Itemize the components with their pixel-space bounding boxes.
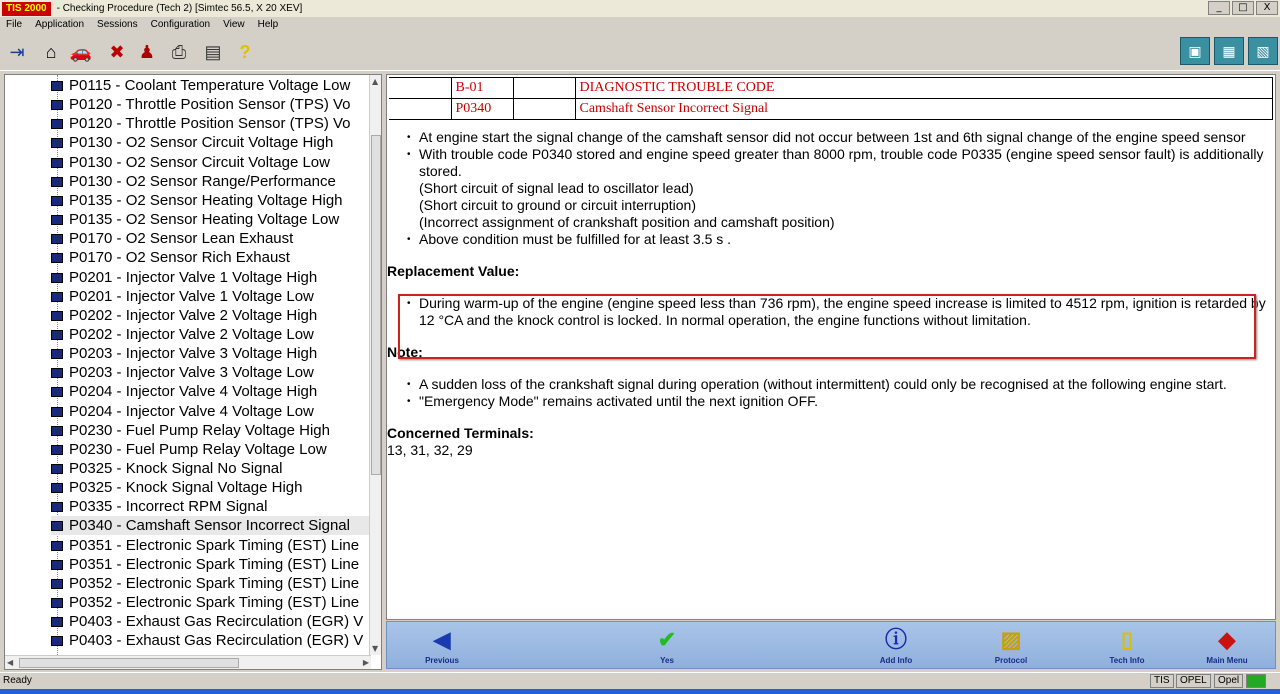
tree-horizontal-scrollbar[interactable] [5,655,371,669]
title-bar [0,0,1280,17]
document-icon [51,234,63,244]
document-icon [51,292,63,302]
tree-item[interactable] [51,574,369,593]
scroll-right-icon[interactable]: ▶ [362,658,369,667]
tree-item[interactable] [51,593,369,612]
tech-info-icon: ▯ [1120,627,1134,652]
tree-item[interactable] [51,382,369,401]
tech2-icon[interactable]: ▣ [1180,37,1210,65]
tree-item-label: P0204 - Injector Valve 4 Voltage High [69,383,318,401]
document-icon [51,541,63,551]
document-icon [51,426,63,436]
document-icon [51,215,63,225]
document-icon [51,311,63,321]
status-brand-2: Opel [1214,674,1243,688]
dtc-tree-panel [4,74,382,670]
tree-item[interactable] [51,402,369,421]
tree-item-label: P0230 - Fuel Pump Relay Voltage High [69,421,330,439]
tree-item[interactable] [51,497,369,516]
protocol-icon: ▨ [1000,627,1022,652]
taskbar [0,689,1280,694]
document-icon [51,119,63,129]
sub-line: (Short circuit to ground or circuit interruption) [419,197,696,213]
exit-icon[interactable]: ⇥ [9,41,25,62]
tree-item-label: P0204 - Injector Valve 4 Voltage Low [69,402,314,420]
tree-item[interactable] [51,210,369,229]
document-icon [51,560,63,570]
replacement-bullet: • During warm-up of the engine (engine speed less than 736 rpm), the engine speed increase is limited to 4512 rpm, ignition is retarded by 12 °CA and the knock control is locked. In normal operation, the engine functions without limitation. [387,295,1273,329]
menu-help[interactable]: Help [257,19,279,30]
window-title: - Checking Procedure (Tech 2) [Simtec 56.5, X 20 XEV] [56,3,303,14]
tree-item[interactable] [51,421,369,440]
scroll-up-icon[interactable]: ▲ [372,77,379,86]
stop-icon[interactable]: ✖ [109,41,125,62]
previous-label: Previous [425,656,459,665]
help-icon[interactable]: ? [239,41,251,62]
document-icon [51,330,63,340]
tree-item-label: P0340 - Camshaft Sensor Incorrect Signal [69,517,350,535]
note-title: Note: [387,344,423,360]
tree-item-label: P0170 - O2 Sensor Lean Exhaust [69,230,294,248]
condition-bullet: • With trouble code P0340 stored and engine speed greater than 8000 rpm, trouble code P0335 (engine speed sensor fault) is additionally stored. [387,146,1273,180]
document-icon [51,349,63,359]
main-menu-icon: ◆ [1218,627,1236,652]
document-icon [51,521,63,531]
info-icon: ⓘ [884,627,907,652]
document-icon [51,158,63,168]
terminals-title: Concerned Terminals: [387,425,534,441]
app-logo: TIS 2000 [2,2,51,16]
tree-item-label: P0201 - Injector Valve 1 Voltage Low [69,287,314,305]
tech-info-button[interactable] [1092,624,1162,668]
sub-line: (Incorrect assignment of crankshaft position and camshaft position) [419,214,835,230]
tree-item[interactable] [51,363,369,382]
tree-item-label: P0203 - Injector Valve 3 Voltage Low [69,364,314,382]
tree-item-label: P0335 - Incorrect RPM Signal [69,498,268,516]
tree-item-label: P0170 - O2 Sensor Rich Exhaust [69,249,290,267]
tree-item-label: P0230 - Fuel Pump Relay Voltage Low [69,440,327,458]
document-icon [51,579,63,589]
document-icon [51,273,63,283]
tree-item-label: P0120 - Throttle Position Sensor (TPS) Vo [69,115,351,133]
scroll-down-icon[interactable]: ▼ [372,644,379,653]
document-icon [51,464,63,474]
procedure-panel [386,74,1276,620]
terminals-value: 13, 31, 32, 29 [387,442,473,458]
protocol-label: Protocol [994,656,1028,665]
document-icon [51,368,63,378]
tree-item[interactable] [51,631,369,650]
sub-line: (Short circuit of signal lead to oscillator lead) [419,180,694,196]
tree-item[interactable] [51,95,369,114]
tree-item[interactable] [51,76,369,95]
tree-item-label: P0403 - Exhaust Gas Recirculation (EGR) V [69,632,364,650]
tree-item-label: P0135 - O2 Sensor Heating Voltage Low [69,211,340,229]
tree-item[interactable] [51,229,369,248]
service-icon[interactable]: ▧ [1248,37,1278,65]
home-icon[interactable]: ⌂ [45,41,57,62]
checkmark-icon: ✔ [657,627,677,652]
tree-item[interactable] [51,153,369,172]
document-icon [51,81,63,91]
tree-item[interactable] [51,555,369,574]
document-icon [51,253,63,263]
tree-item-label: P0202 - Injector Valve 2 Voltage High [69,306,318,324]
document-icon [51,502,63,512]
tree-item-label: P0120 - Throttle Position Sensor (TPS) Vo [69,96,351,114]
tree-vscroll-thumb[interactable] [371,135,381,475]
main-menu-button[interactable] [1192,624,1262,668]
document-icon [51,598,63,608]
dtc-title-cell: DIAGNOSTIC TROUBLE CODE [575,78,1273,99]
status-tis: TIS [1150,674,1174,688]
document-icon [51,617,63,627]
document-icon [51,445,63,455]
add-info-label: Add Info [879,656,913,665]
tree-item-label: P0130 - O2 Sensor Circuit Voltage High [69,134,334,152]
yes-label: Yes [660,656,674,665]
note-bullet: • "Emergency Mode" remains activated until the next ignition OFF. [387,393,1273,410]
menu-file[interactable]: File [6,19,23,30]
tree-item-label: P0351 - Electronic Spark Timing (EST) Line [69,536,360,554]
tree-item[interactable] [51,172,369,191]
menu-sessions[interactable]: Sessions [97,19,138,30]
document-icon [51,483,63,493]
tree-item[interactable] [51,478,369,497]
tree-vertical-scrollbar[interactable] [369,75,381,655]
minimize-button[interactable]: _ [1208,1,1230,15]
highlight-box [398,294,1256,359]
tree-item[interactable] [51,325,369,344]
tree-item[interactable] [51,536,369,555]
replacement-title: Replacement Value: [387,263,520,279]
dtc-code-cell: B-01 [451,78,513,99]
tree-item-label: P0325 - Knock Signal No Signal [69,460,283,477]
tree-item[interactable] [51,248,369,267]
document-icon [51,636,63,646]
dtc-tree [5,75,371,655]
tree-item-label: P0202 - Injector Valve 2 Voltage Low [69,325,314,343]
dtc-blank-cell [513,78,575,99]
person-icon[interactable]: ♟ [138,41,156,62]
previous-arrow-icon: ◀ [433,627,451,652]
tree-item-label: P0115 - Coolant Temperature Voltage Low [69,77,351,94]
dtc-blank-cell [513,99,575,120]
yes-button[interactable] [632,624,702,668]
connection-icon [1246,674,1266,688]
main-menu-label: Main Menu [1206,656,1248,665]
protocol-button[interactable] [976,624,1046,668]
tree-item[interactable] [51,268,369,287]
document-icon [51,387,63,397]
menu-application[interactable]: Application [35,19,85,30]
tree-item[interactable] [51,344,369,363]
menu-configuration[interactable]: Configuration [150,19,211,30]
tree-item[interactable] [51,459,369,478]
tech-info-label: Tech Info [1109,656,1145,665]
document-icon [51,177,63,187]
menu-view[interactable]: View [223,19,245,30]
menu-bar [0,17,1280,32]
table-row [389,99,1273,120]
printer-icon[interactable]: ⎙ [171,41,187,62]
tree-item-label: P0130 - O2 Sensor Circuit Voltage Low [69,153,330,171]
dtc-code-cell: P0340 [451,99,513,120]
vehicle-data-icon[interactable]: ▦ [1214,37,1244,65]
tree-item[interactable] [51,191,369,210]
tree-item-label: P0351 - Electronic Spark Timing (EST) Line [69,555,360,573]
document-icon [51,138,63,148]
dtc-header-table [389,77,1273,120]
status-brand: OPEL [1176,674,1211,688]
tree-item[interactable] [51,114,369,133]
condition-bullet: • Above condition must be fulfilled for at least 3.5 s . [387,231,1273,248]
tree-item[interactable] [51,440,369,459]
book-icon[interactable]: ▤ [204,41,222,62]
condition-bullet: • At engine start the signal change of the camshaft sensor did not occur between 1st and 6th signal change of the engine speed sensor [387,129,1273,146]
status-bar [0,672,1280,689]
tree-hscroll-thumb[interactable] [19,658,239,668]
tree-item-label: P0130 - O2 Sensor Range/Performance [69,172,336,190]
tree-item-label: P0203 - Injector Valve 3 Voltage High [69,345,318,363]
tree-item-label: P0403 - Exhaust Gas Recirculation (EGR) V [69,613,364,631]
tree-item[interactable] [51,133,369,152]
tree-item-label: P0135 - O2 Sensor Heating Voltage High [69,191,343,209]
tree-item[interactable] [51,516,369,535]
document-icon [51,196,63,206]
tree-item-label: P0352 - Electronic Spark Timing (EST) Line [69,594,360,612]
vehicle-icon[interactable]: 🚗 [69,41,93,62]
document-icon [51,407,63,417]
status-text: Ready [3,675,32,686]
note-bullet: • A sudden loss of the crankshaft signal during operation (without intermittent) could only be recognised at the following engine start. [387,376,1273,393]
tree-item[interactable] [51,612,369,631]
tree-item-label: P0325 - Knock Signal Voltage High [69,479,303,497]
maximize-button[interactable]: □ [1232,1,1254,15]
dtc-description-cell: Camshaft Sensor Incorrect Signal [575,99,1273,120]
tree-item[interactable] [51,306,369,325]
previous-button[interactable] [407,624,477,668]
close-button[interactable]: X [1256,1,1278,15]
tree-item-label: P0352 - Electronic Spark Timing (EST) Line [69,574,360,592]
table-row [389,78,1273,99]
document-icon [51,100,63,110]
scroll-left-icon[interactable]: ◀ [7,658,14,667]
toolbar [0,33,1280,71]
navigation-bar [386,621,1276,669]
add-info-button[interactable] [861,624,931,668]
tree-item[interactable] [51,287,369,306]
tree-item-label: P0201 - Injector Valve 1 Voltage High [69,268,318,286]
